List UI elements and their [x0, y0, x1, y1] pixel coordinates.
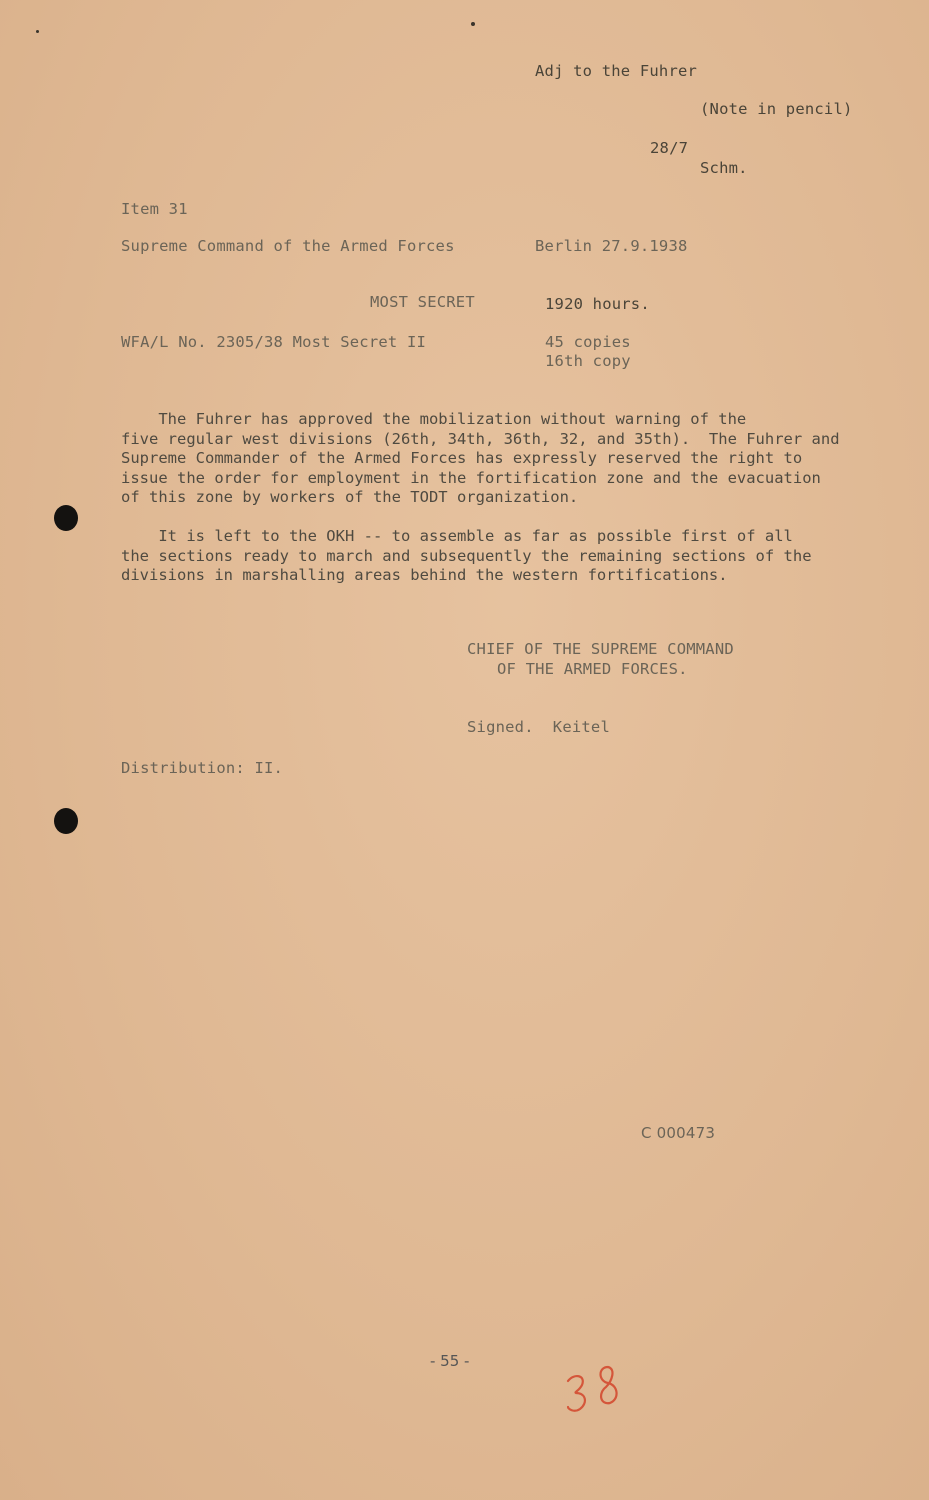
issuer: Supreme Command of the Armed Forces — [121, 237, 455, 255]
signed-line: Signed. Keitel — [467, 718, 610, 736]
punch-hole-bottom — [54, 808, 78, 834]
pencil-note-label: (Note in pencil) — [700, 100, 853, 118]
classification: MOST SECRET — [370, 293, 475, 311]
punch-hole-top — [54, 505, 78, 531]
document-id: C 000473 — [641, 1124, 716, 1142]
copy-number: 16th copy — [545, 352, 631, 370]
text-line: issue the order for employment in the fortification zone and the evacuation — [121, 468, 821, 487]
text-line: five regular west divisions (26th, 34th, 36th, 32, and 35th). The Fuhrer and — [121, 429, 840, 448]
date-note: 28/7 — [650, 139, 689, 157]
text-line: of this zone by workers of the TODT organization. — [121, 488, 579, 506]
text-line: The Fuhrer has approved the mobilization without warning of the — [121, 410, 747, 428]
signature-title-1: CHIEF OF THE SUPREME COMMAND — [467, 640, 734, 658]
copies: 45 copies — [545, 333, 631, 351]
place-date: Berlin 27.9.1938 — [535, 237, 688, 255]
initials: Schm. — [700, 159, 748, 177]
text-line: It is left to the OKH -- to assemble as far as possible first of all — [121, 527, 793, 545]
time: 1920 hours. — [545, 295, 650, 313]
page-number: - 55 - — [430, 1352, 470, 1370]
text-line: divisions in marshalling areas behind the western fortifications. — [121, 566, 728, 584]
paragraph-2 — [121, 527, 881, 586]
handwritten-page-number — [562, 1355, 632, 1425]
text-line: the sections ready to march and subsequently the remaining sections of the — [121, 546, 812, 565]
distribution: Distribution: II. — [121, 759, 284, 777]
signature-title-2: OF THE ARMED FORCES. — [497, 660, 688, 678]
item-number: Item 31 — [121, 200, 188, 218]
ink-speck — [36, 30, 39, 33]
ink-speck — [471, 22, 475, 26]
reference-number: WFA/L No. 2305/38 Most Secret II — [121, 333, 427, 351]
text-line: Supreme Commander of the Armed Forces has expressly reserved the right to — [121, 449, 803, 467]
adjutant-line: Adj to the Fuhrer — [535, 62, 698, 80]
paragraph-1 — [121, 410, 881, 508]
